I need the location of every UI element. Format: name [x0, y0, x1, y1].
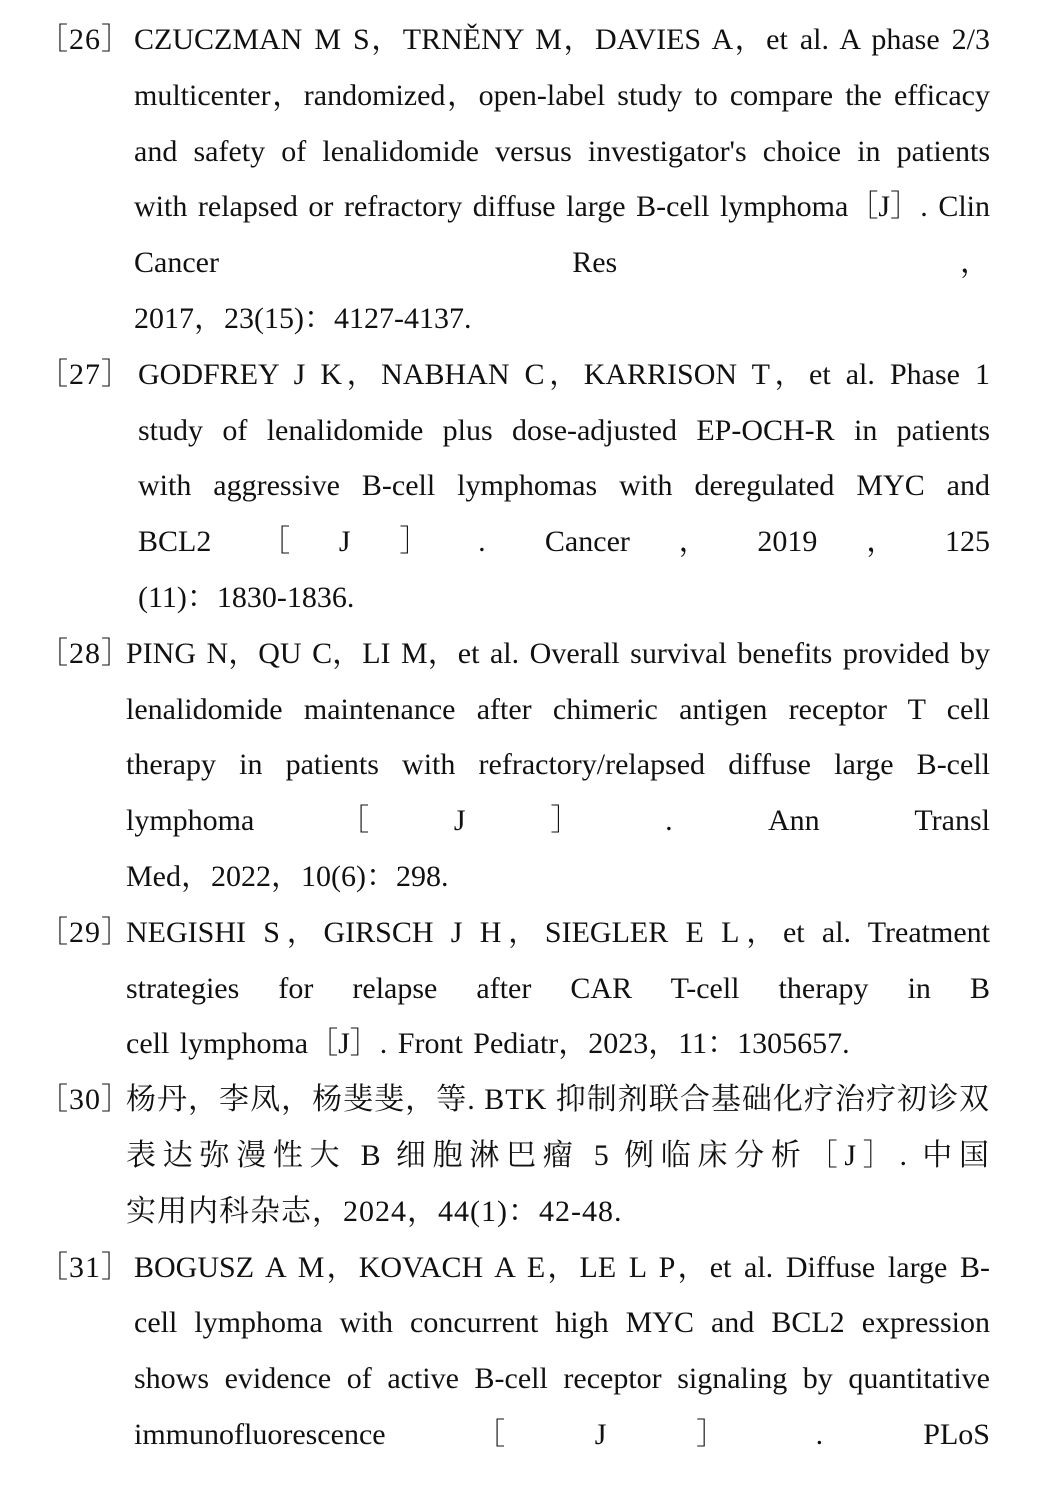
reference-number: ［31］: [38, 1250, 132, 1284]
reference-31: [38, 1240, 990, 1463]
reference-number: ［26］: [38, 23, 132, 56]
reference-text: [134, 1240, 990, 1463]
reference-number: ［27］: [38, 357, 132, 391]
reference-number: ［28］: [38, 636, 132, 670]
reference-text: [126, 905, 990, 1072]
reference-text: [126, 1072, 990, 1239]
reference-26: [38, 12, 990, 347]
reference-last-line: (11)：1830-1836.: [138, 580, 355, 614]
reference-number: ［30］: [38, 1083, 132, 1117]
reference-lines: GODFREY J K，NABHAN C，KARRISON T，et al. Phase 1 study of lenalidomide plus dose-adjusted EP-OCH-R in patients with aggressive B-cell lymphomas with deregulated MYC and BCL2［J］. Cancer，2019，125: [138, 357, 990, 559]
reference-lines: CZUCZMAN M S，TRNĚNY M，DAVIES A，et al. A phase 2/3 multicenter，randomized，open-label study to compare the efficacy and safety of lenalidomide versus investigator's choice in patients with relapsed or refractory diffuse large B-cell lymphoma［J］. Clin Cancer Res，: [134, 23, 990, 280]
reference-number: ［29］: [38, 915, 132, 949]
reference-last-line: 2017，23(15)：4127-4137.: [134, 301, 472, 335]
reference-27: [38, 347, 990, 626]
reference-last-line: Med，2022，10(6)：298.: [126, 859, 449, 893]
reference-29: [38, 905, 990, 1072]
reference-text: [126, 626, 990, 905]
reference-text: [134, 12, 990, 347]
reference-list: [38, 12, 990, 1463]
reference-text: [138, 347, 990, 626]
reference-lines: 杨丹，李凤，杨斐斐，等. BTK 抑制剂联合基础化疗治疗初诊双表达弥漫性大 B 细胞淋巴瘤 5 例临床分析［J］. 中国: [126, 1083, 990, 1172]
reference-last-line: 实用内科杂志，2024，44(1)：42-48.: [126, 1194, 623, 1228]
reference-30: [38, 1072, 990, 1239]
reference-lines: NEGISHI S，GIRSCH J H，SIEGLER E L，et al. Treatment strategies for relapse after CAR T-cell therapy in B: [126, 915, 990, 1005]
reference-lines: BOGUSZ A M，KOVACH A E，LE L P，et al. Diffuse large B-cell lymphoma with concurrent high MYC and BCL2 expression shows evidence of active B-cell receptor signaling by quantitative immunofluorescence［J］. PLoS: [134, 1250, 990, 1451]
reference-last-line: cell lymphoma［J］. Front Pediatr，2023，11：1305657.: [126, 1027, 850, 1061]
reference-28: [38, 626, 990, 905]
reference-lines: PING N，QU C，LI M，et al. Overall survival benefits provided by lenalidomide maintenance after chimeric antigen receptor T cell therapy in patients with refractory/relapsed diffuse large B-cell lymphoma［J］. Ann Transl: [126, 636, 990, 838]
